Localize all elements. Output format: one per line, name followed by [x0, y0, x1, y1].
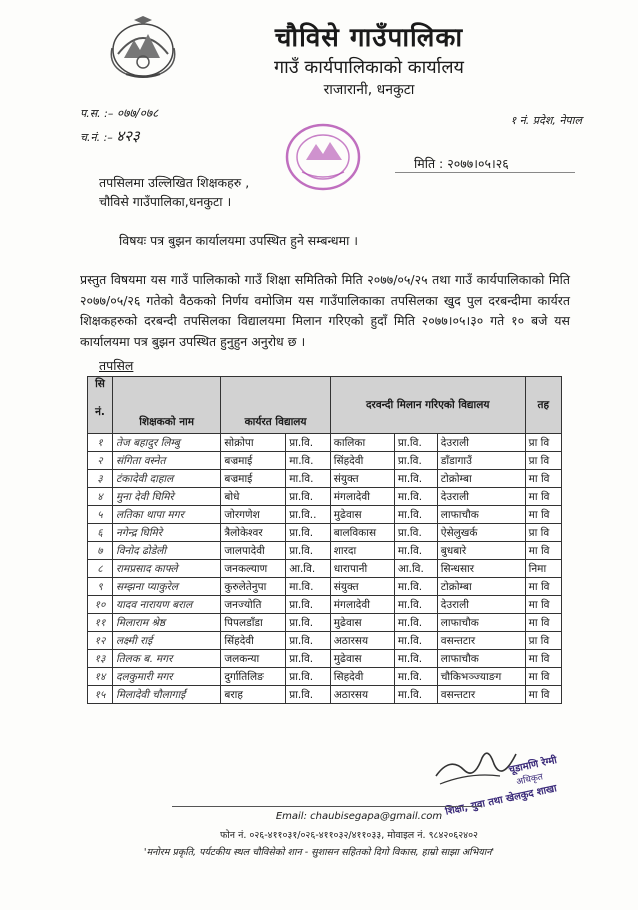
reference-cn [80, 126, 140, 146]
row-adjusted-school: मुढेवास [330, 614, 394, 632]
row-current-type: प्रा.वि. [286, 434, 331, 452]
row-current-type: प्रा.वि. [286, 542, 331, 560]
row-current-school: जनज्योति [221, 596, 286, 614]
row-adjusted-school: सिंहदेवी [330, 452, 394, 470]
row-place: ऐसेलुखर्क [437, 524, 525, 542]
row-adjusted-school: बालविकास [330, 524, 394, 542]
ps-label: प.स. :– [80, 107, 117, 120]
header-name: शिक्षकको नाम [113, 377, 221, 434]
row-teacher-name: मिलाराम श्रेष्ठ [113, 614, 221, 632]
row-level: मा वि [525, 470, 561, 488]
row-adjusted-type: मा.वि. [394, 614, 437, 632]
row-place: चौकिभञ्ज्याङग [437, 668, 525, 686]
row-sn: ११ [88, 614, 113, 632]
row-current-type: मा.वि. [286, 578, 331, 596]
row-teacher-name: विनोद ढोडेली [113, 542, 221, 560]
row-adjusted-school: मंगलादेवी [330, 596, 394, 614]
signatory-title: अधिकृत [515, 772, 544, 788]
row-adjusted-type: मा.वि. [394, 470, 437, 488]
row-current-school: सिंहदेवी [221, 632, 286, 650]
table-row [88, 524, 562, 542]
row-teacher-name: लतिका थापा मगर [113, 506, 221, 524]
row-teacher-name: रामप्रसाद काफ्ले [113, 560, 221, 578]
table-row [88, 596, 562, 614]
row-current-type: प्रा.वि. [286, 524, 331, 542]
row-current-type: प्रा.वि. [286, 632, 331, 650]
row-adjusted-type: मा.वि. [394, 596, 437, 614]
table-row [88, 614, 562, 632]
row-teacher-name: तेज बहादुर लिम्बु [113, 434, 221, 452]
cn-value: ४२३ [116, 127, 140, 145]
row-place: सिन्धसार [437, 560, 525, 578]
row-sn: ५ [88, 506, 113, 524]
row-level: प्रा वि [525, 632, 561, 650]
row-current-school: बोधे [221, 488, 286, 506]
row-sn: ३ [88, 470, 113, 488]
row-adjusted-type: मा.वि. [394, 650, 437, 668]
date-divider [395, 172, 575, 173]
row-teacher-name: तिलक ब. मगर [113, 650, 221, 668]
row-adjusted-school: संयुक्त [330, 578, 394, 596]
row-current-school: सोक्रोपा [221, 434, 286, 452]
row-sn: ७ [88, 542, 113, 560]
row-place: लाफाचौक [437, 650, 525, 668]
row-adjusted-school: सिहदेवी [330, 668, 394, 686]
row-adjusted-school: कालिका [330, 434, 394, 452]
table-row [88, 488, 562, 506]
header-sn-top: सि [95, 378, 105, 390]
table-row [88, 650, 562, 668]
office-name: गाउँ कार्यपालिकाको कार्यालय [274, 57, 464, 78]
body-paragraph: प्रस्तुत विषयमा यस गाउँ पालिकाको गाउँ शिक्षा समितिको मिति २०७७/०५/२५ तथा गाउँ कार्यपालिकाको मिति २०७७/०५/२६ गतेको वैठकको निर्णय वमोजिम यस गाउँपालिकाका तपसिलका खुद पुल दरबन्दीमा कार्यरत शिक्षकहरुको दरबन्दी तपसिलका विद्यालयमा मिलान गरिएको हुदाँ मिति २०७७।०५।३० गते १० बजे यस कार्यालयमा पत्र बुझन उपस्थित हुनुहुन अनुरोध छ । [80, 272, 570, 349]
row-current-school: जलकन्या [221, 650, 286, 668]
addressee-line2: चौविसे गाउँपालिका,धनकुटा । [99, 194, 232, 209]
row-level: मा वि [525, 578, 561, 596]
row-sn: ९ [88, 578, 113, 596]
row-place: डाँडागाउँ [437, 452, 525, 470]
row-adjusted-type: मा.वि. [394, 488, 437, 506]
row-sn: ६ [88, 524, 113, 542]
row-adjusted-type: मा.वि. [394, 542, 437, 560]
row-place: वसन्तटार [437, 686, 525, 704]
row-teacher-name: यादव नारायण बराल [113, 596, 221, 614]
row-adjusted-type: प्रा.वि. [394, 434, 437, 452]
table-row [88, 470, 562, 488]
table-caption: तपसिल [99, 358, 134, 373]
table-row [88, 668, 562, 686]
row-sn: २ [88, 452, 113, 470]
row-current-school: कुरुलेतेनुपा [221, 578, 286, 596]
row-teacher-name: दलकुमारी मगर [113, 668, 221, 686]
row-current-type: मा.वि. [286, 452, 331, 470]
row-teacher-name: टंकादेवी दाहाल [113, 470, 221, 488]
row-current-school: जनकल्याण [221, 560, 286, 578]
row-current-type: प्रा.वि. [286, 668, 331, 686]
office-address: राजारानी, धनकुटा [323, 82, 415, 98]
row-teacher-name: सम्झना प्याकुरेल [113, 578, 221, 596]
row-adjusted-type: आ.वि. [394, 560, 437, 578]
row-current-type: प्रा.वि. [286, 488, 331, 506]
row-teacher-name: नगेन्द्र घिमिरे [113, 524, 221, 542]
row-sn: १४ [88, 668, 113, 686]
row-adjusted-type: प्रा.वि. [394, 524, 437, 542]
row-adjusted-type: मा.वि. [394, 686, 437, 704]
row-level: प्रा वि [525, 452, 561, 470]
footer-email: Email: chaubisegapa@gmail.com [275, 811, 443, 822]
table-row [88, 578, 562, 596]
row-current-school: बराह [221, 686, 286, 704]
province-text: १ नं. प्रदेश, नेपाल [510, 114, 582, 127]
footer-motto: 'मनोरम प्रकृति, पर्यटकीय स्थल चौविसेको शान - सुशासन सहितको दिगो विकास, हाम्रो साझा अभियान' [143, 847, 495, 858]
row-sn: १५ [88, 686, 113, 704]
addressee-line1: तपसिलमा उल्लिखित शिक्षकहरु , [99, 175, 250, 190]
row-current-school: त्रैलोकेश्वर [221, 524, 286, 542]
footer-phone: फोन नं. ०२६-४११०३१/०२६-४११०३२/४११०३३, मोवाइल नं. ९८४२०६२४०२ [220, 830, 478, 841]
row-place: देउराली [437, 596, 525, 614]
row-level: मा वि [525, 650, 561, 668]
row-level: मा वि [525, 686, 561, 704]
row-current-school: जालपादेवी [221, 542, 286, 560]
row-level: प्रा वि [525, 524, 561, 542]
letter-date: मिति : २०७७।०५।२६ [414, 156, 509, 171]
row-adjusted-type: मा.वि. [394, 632, 437, 650]
row-current-school: दुर्गातिलिङ [221, 668, 286, 686]
row-adjusted-type: प्रा.वि. [394, 452, 437, 470]
row-adjusted-type: मा.वि. [394, 578, 437, 596]
row-adjusted-school: शारदा [330, 542, 394, 560]
row-sn: १ [88, 434, 113, 452]
row-place: देउराली [437, 434, 525, 452]
row-level: मा वि [525, 614, 561, 632]
signatory-section: शिक्षा, युवा तथा खेलकुद शाखा [444, 783, 558, 818]
row-place: देउराली [437, 488, 525, 506]
row-teacher-name: संगिता वस्नेत [113, 452, 221, 470]
table-row [88, 434, 562, 452]
row-place: बुधबारे [437, 542, 525, 560]
footer-divider [172, 806, 482, 807]
organization-name: चौविसे गाउँपालिका [274, 23, 464, 53]
row-level: मा वि [525, 542, 561, 560]
row-adjusted-school: मंगलादेवी [330, 488, 394, 506]
ps-value: ०७७/०७८ [116, 106, 159, 120]
row-adjusted-type: मा.वि. [394, 668, 437, 686]
subject-line: विषयः पत्र बुझन कार्यालयमा उपस्थित हुने सम्बन्धमा । [119, 233, 359, 248]
row-sn: १२ [88, 632, 113, 650]
row-sn: १३ [88, 650, 113, 668]
row-place: टोक्रोम्बा [437, 470, 525, 488]
row-current-school: पिपलडाँडा [221, 614, 286, 632]
row-sn: १० [88, 596, 113, 614]
reference-ps [80, 104, 158, 121]
row-teacher-name: लक्ष्मी राई [113, 632, 221, 650]
row-level: प्रा वि [525, 434, 561, 452]
header-sn [88, 377, 113, 434]
row-adjusted-school: मुढेवास [330, 506, 394, 524]
row-teacher-name: मुना देवी घिमिरे [113, 488, 221, 506]
row-place: लाफाचौक [437, 506, 525, 524]
cn-label: च.नं. :– [80, 131, 117, 144]
table-row [88, 632, 562, 650]
row-adjusted-school: अठारसय [330, 686, 394, 704]
table-row [88, 506, 562, 524]
row-level: मा वि [525, 596, 561, 614]
row-current-type: प्रा.वि. [286, 686, 331, 704]
header-sn-bottom: नं. [95, 406, 105, 418]
row-place: टोक्रोम्बा [437, 578, 525, 596]
row-place: वसन्तटार [437, 632, 525, 650]
row-adjusted-school: मुढेवास [330, 650, 394, 668]
table-row [88, 560, 562, 578]
row-level: निमा [525, 560, 561, 578]
row-adjusted-school: संयुक्त [330, 470, 394, 488]
row-adjusted-type: मा.वि. [394, 506, 437, 524]
row-current-school: जोरगणेश [221, 506, 286, 524]
row-current-type: प्रा.वि. [286, 614, 331, 632]
teacher-table [87, 376, 562, 704]
row-sn: ४ [88, 488, 113, 506]
row-adjusted-school: अठारसय [330, 632, 394, 650]
table-row [88, 542, 562, 560]
row-current-school: बज्रमाई [221, 452, 286, 470]
table-row [88, 686, 562, 704]
row-current-type: आ.वि. [286, 560, 331, 578]
header-level: तह [525, 377, 561, 434]
row-current-type: मा.वि. [286, 470, 331, 488]
row-place: लाफाचौक [437, 614, 525, 632]
row-adjusted-school: धारापानी [330, 560, 394, 578]
row-current-type: प्रा.वि. [286, 650, 331, 668]
row-teacher-name: मिलादेवी चौलागाईं [113, 686, 221, 704]
row-level: मा वि [525, 506, 561, 524]
header-current-school: कार्यरत विद्यालय [221, 377, 330, 434]
row-current-type: प्रा.वि. [286, 596, 331, 614]
row-level: मा वि [525, 488, 561, 506]
office-stamp-icon [282, 120, 364, 194]
row-level: मा वि [525, 668, 561, 686]
row-current-type: प्रा.वि.. [286, 506, 331, 524]
row-current-school: बज्रमाई [221, 470, 286, 488]
row-sn: ८ [88, 560, 113, 578]
table-row [88, 452, 562, 470]
header-adjusted-school: दरवन्दी मिलान गरिएको विद्यालय [330, 377, 525, 434]
signatory-name: चूडामणि रेग्मी [507, 754, 558, 776]
